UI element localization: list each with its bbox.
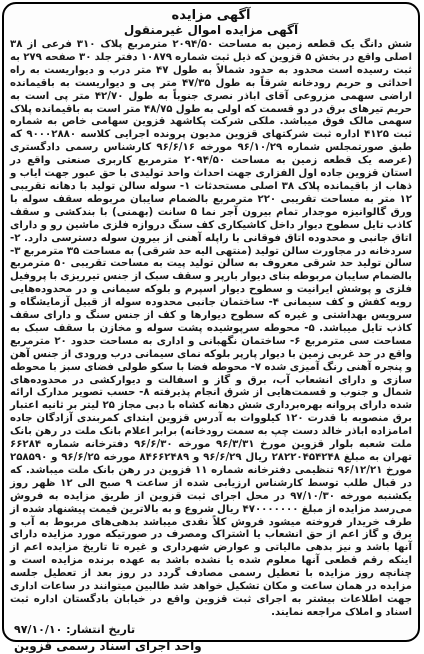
notice-body: شش دانگ یک قطعه زمین به مساحت ۲۰۹۴/۵۰ مترمربع پلاک ۳۱۰ فرعی از ۳۸ اصلی واقع در بخش ۵ قزوین که ذیل ثبت شماره ۱۰۸۷۹ دفتر جلد ۳۰ صفحه ۲۷۹ به ثبت رسیده است محدود به حدود شمالاً به طول ۴۷ متر درب و دیواریست به راه احداثی و حریم رودخانه شرقاً به طول ۴۷/۳۵ متر پی و دیواریست به باقیمانده اراضی سهمی مزروعی آقای اباذر نصری جنوباً به طول ۴۲/۷۰ متر پی است به حریم تیرهای برق در دو قسمت که اولی به طول ۴۸/۷۵ متر است به باقیمانده پلاک سهمی مالک فوق میباشد. ملکی شرکت پکاشهد قزوین سهامی خاص به شماره ثبت ۴۱۲۵ اداره ثبت شرکتهای قزوین مدیون پرونده اجرایی کلاسه ۹۰۰۰۲۸۸۰ که طبق صورتمجلس شماره ۹۶/۱۰/۲۹ مورخه ۹۶/۶/۱۶ کارشناس رسمی دادگستری (عرصه یک قطعه زمین به مساحت ۲۰۹۴/۵۰ مترمربع کاربری صنعتی واقع در استان قزوین جاده اول الفزاری جهت احداث واحد تولیدی با حق عبور جهت ایاب و ذهاب از باقیمانده پلاک ۳۸ اصلی مستحدثات ۱- سوله سالن تولید با دهانه تقریبی ۱۲ متر به مساحت تقریبی ۲۲۰ مترمربع بالضمام سایبان مربوطه سقف سوله با ورق گالوانیزه موجدار تمام بیرون آجر نما ۵ سانت (بهمنی) با بندکشی و سقف کاذب تایل سطوح دیوار داخل کاشیکاری کف سنگ دروازه فلزی ماشین رو و دارای اتاق جانبی و محدوده اتاق فوقانی با راپله آهنی از بیرون سوله دسترسی دارد. ۲- سردخانه در مجاورت سالن تولید (منتهی الیه حد شرقی) به مساحت ۳۵ مترمربع ۳- سالن تولید حد شرقی معروف به سالن تولید پیت به مساحت تقریبی ۵۰ مترمربع بالضمام سایبان مربوطه بنای دیوار بارپر و سقف سبک از جنس تیرریزی با پروفیل فلزی و پوشش ایرانیت و سطوح دیوار اسپرم و بلوکه سیمانی و در محدوده‌هایی رویه کفش و کف سیمانی ۴- ساختمان جانبی محدوده سوله از قبیل آزمایشگاه و سرویس بهداشتی و غیره که سطوح دیوارها و کف از جنس سنگ و دارای سقف کاذب تایل میباشد. ۵- محوطه سرپوشیده پشت سوله و مخازن با سقف سبک به مساحت سی مترمربع ۶- ساختمان نگهبانی و اداری به مساحت حدود ۲۰ مترمربع واقع در حد غربی زمین با دیوار پارپر بلوکه نمای سیمانی درب ورودی از جنس آهن و پنجره آهنی رنگ آمیزی شده ۷- محوطه فضا با سکو طولی فضای سبز با محوطه سازی و دارای انشعاب آب، برق و گاز و اسفالت و دیوارکشی در محدوده‌های شمال و جنوب و قسمت‌هایی از شرق انجام پذیرفته ۸- حسب تصویر مدارک ارائه شده دارای پروانه بهره‌برداری شش دهانه کشاه با دبی مجاز ۲۵ لیتر بر ثانیه اعتبار برق منصوبه با قدرت ۱۲۰ کیلووات به آدرس قزوین ابتدای کمربندی آزادگان جاده امامزاده اباذر خالد دست چپ به سمت رودخانه) برابر اعلام بانک ملت در رهن بانک ملت شعبه بلوار قزوین مورخ ۹۶/۳/۳۱ مورخه ۹۶/۶/۳۰ دفترخانه شماره ۶۶۲۸۴ تهران به مبلغ ۲۸۲۲۰۴۵۴۲۴۸ ریال ۹۶/۶/۲۹ و ۸۴۶۶۲۴۸۹ مورخه ۹۶/۶/۲۵ و ۲۵۸۵۹۰ مورخ ۹۶/۱۲/۲۱ تنظیمی دفترخانه شماره ۱۱ قزوین در رهن بانک ملت میباشد. که در قبال طلب توسط کارشناس ارزیابی شده از ساعت ۹ صبح الی ۱۲ ظهر روز یکشنبه مورخه ۹۷/۱۰/۳۰ در محل اجرای ثبت قزوین از طریق مزایده به فروش می‌رسد مزایده از مبلغ ۴۷۰۰۰۰۰۰۰ ریال شروع و به بالاترین قیمت پیشنهاد شده از طرف خریدار فروخته میشود فروش کلاً نقدی میباشد بدهی‌های مربوط به آب و برق و گاز اعم از حق انشعاب یا اشتراک ومصرف در صورتیکه مورد مزایده دارای آنها باشد و نیز بدهی مالیاتی و عوارض شهرداری و غیره تا تاریخ مزایده اعم از اینکه رقم قطعی آنها معلوم شده یا نشده باشد به عهده برنده مزایده است و چنانچه روز مزایده با تعطیل رسمی مصادف گردد در روز بعد از تعطیل جلسه مزایده در همان ساعت و مکان تشکیل خواهد شد طالبین میتوانند در ساعات اداری جهت اطلاعات بیشتر به اجرای ثبت قزوین واقع در خیابان بادگستان اداره ثبت اسناد و املاک مراجعه نمایند. — [10, 39, 413, 618]
notice-frame — [2, 2, 420, 653]
publish-date: ۹۷/۱۰/۱۰ — [14, 622, 63, 636]
notice-footer — [4, 623, 418, 654]
publish-date-label: تاریخ انتشار: — [66, 622, 136, 636]
notice-title: آگهی مزایده — [171, 8, 251, 23]
issuer-signature: واحد اجرای اسناد رسمی قزوین — [14, 638, 202, 653]
notice-subtitle: آگهی مزایده اموال غیرمنقول — [123, 23, 299, 37]
publish-date-line — [14, 623, 408, 637]
